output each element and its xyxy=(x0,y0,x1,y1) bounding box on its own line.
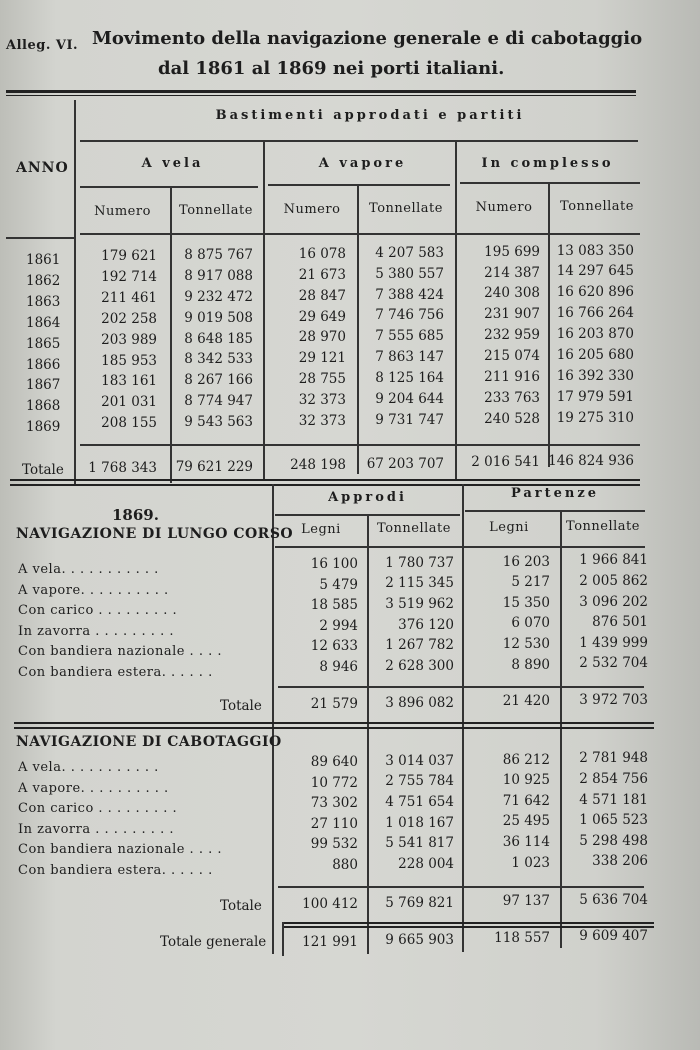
value-cell: 73 302 xyxy=(310,795,358,812)
value-cell: 232 959 xyxy=(484,327,540,344)
column-divider xyxy=(272,484,274,954)
column-header: Numero xyxy=(475,200,533,215)
approdi-header: Approdi xyxy=(328,490,407,505)
group-header-1: A vapore xyxy=(318,156,407,171)
value-cell: 28 970 xyxy=(298,329,346,346)
value-cell: 9 019 508 xyxy=(184,309,253,326)
value-cell: 208 155 xyxy=(101,415,157,432)
year-heading: 1869. xyxy=(112,506,159,524)
column-header: Numero xyxy=(283,202,341,217)
value-cell: 8 875 767 xyxy=(184,246,253,263)
section-title: NAVIGAZIONE DI CABOTAGGIO xyxy=(16,734,282,750)
value-cell: 12 633 xyxy=(310,638,358,655)
value-cell: 1 018 167 xyxy=(385,814,454,831)
rule xyxy=(80,233,640,235)
year-cell: 1867 xyxy=(26,377,61,394)
year-cell: 1865 xyxy=(26,335,61,352)
total-cell: 5 636 704 xyxy=(579,891,648,908)
value-cell: 9 731 747 xyxy=(375,411,444,428)
value-cell: 3 096 202 xyxy=(579,593,648,610)
row-label: A vapore. . . . . . . . . . xyxy=(18,582,169,598)
value-cell: 1 780 737 xyxy=(385,554,454,571)
anno-label: ANNO xyxy=(16,160,69,176)
value-cell: 32 373 xyxy=(298,392,346,409)
rule xyxy=(465,510,645,512)
total-label: Totale xyxy=(220,898,262,914)
value-cell: 202 258 xyxy=(101,310,157,327)
value-cell: 9 543 563 xyxy=(184,414,253,431)
rule xyxy=(278,886,644,888)
group-header-0: A vela xyxy=(141,156,204,171)
column-header: Numero xyxy=(94,204,151,219)
value-cell: 9 204 644 xyxy=(375,391,444,407)
value-cell: 5 380 557 xyxy=(375,265,444,282)
section-title: NAVIGAZIONE DI LUNGO CORSO xyxy=(16,526,294,542)
value-cell: 2 005 862 xyxy=(579,573,648,589)
column-header: Legni xyxy=(301,522,341,537)
value-cell: 201 031 xyxy=(101,394,157,411)
value-cell: 8 342 533 xyxy=(184,351,253,368)
value-cell: 8 774 947 xyxy=(184,393,253,410)
value-cell: 338 206 xyxy=(592,853,648,870)
rule xyxy=(275,546,645,548)
column-divider xyxy=(367,514,369,954)
value-cell: 21 673 xyxy=(298,266,346,283)
total-cell: 2 016 541 xyxy=(471,454,540,470)
total-cell: 21 420 xyxy=(502,693,550,709)
total-cell: 3 972 703 xyxy=(579,691,648,708)
value-cell: 36 114 xyxy=(502,834,550,850)
row-label: In zavorra . . . . . . . . . xyxy=(18,623,174,639)
value-cell: 240 528 xyxy=(484,410,540,427)
value-cell: 185 953 xyxy=(101,352,157,369)
year-cell: 1868 xyxy=(26,398,61,415)
value-cell: 15 350 xyxy=(502,594,550,611)
total-cell: 1 768 343 xyxy=(88,460,157,476)
column-header: Tonnellate xyxy=(377,521,451,536)
value-cell: 19 275 310 xyxy=(556,409,634,426)
value-cell: 8 917 088 xyxy=(184,267,253,284)
value-cell: 876 501 xyxy=(592,614,648,631)
value-cell: 1 267 782 xyxy=(385,637,454,654)
page-subtitle: dal 1861 al 1869 nei porti italiani. xyxy=(158,58,505,79)
value-cell: 16 205 680 xyxy=(556,347,634,363)
value-cell: 240 308 xyxy=(484,285,540,302)
total-label: Totale xyxy=(22,462,64,478)
value-cell: 6 070 xyxy=(511,615,550,632)
value-cell: 13 083 350 xyxy=(556,242,634,259)
grand-total-cell: 118 557 xyxy=(494,930,550,946)
value-cell: 4 207 583 xyxy=(375,244,444,261)
value-cell: 16 203 870 xyxy=(556,326,634,343)
row-label: Con carico . . . . . . . . . xyxy=(18,603,178,619)
row-label: A vapore. . . . . . . . . . xyxy=(18,780,169,796)
value-cell: 233 763 xyxy=(484,389,540,406)
total-cell: 21 579 xyxy=(310,696,358,712)
row-label: Con bandiera estera. . . . . . xyxy=(18,863,213,878)
total-cell: 3 896 082 xyxy=(385,694,454,711)
value-cell: 71 642 xyxy=(502,792,550,809)
value-cell: 86 212 xyxy=(502,751,550,768)
row-label: A vela. . . . . . . . . . . xyxy=(18,562,159,577)
partenze-header: Partenze xyxy=(510,486,600,501)
year-cell: 1862 xyxy=(26,272,61,289)
value-cell: 192 714 xyxy=(101,268,157,285)
value-cell: 8 267 166 xyxy=(184,372,253,389)
value-cell: 27 110 xyxy=(310,815,358,832)
value-cell: 16 766 264 xyxy=(556,305,634,322)
column-header: Tonnellate xyxy=(179,203,253,218)
value-cell: 2 854 756 xyxy=(579,771,648,787)
value-cell: 16 620 896 xyxy=(556,284,634,301)
year-cell: 1864 xyxy=(26,314,61,331)
value-cell: 195 699 xyxy=(484,243,540,260)
value-cell: 1 065 523 xyxy=(579,812,648,829)
value-cell: 7 555 685 xyxy=(375,328,444,345)
value-cell: 16 392 330 xyxy=(556,367,634,384)
value-cell: 9 232 472 xyxy=(184,288,253,305)
value-cell: 10 772 xyxy=(310,774,358,791)
value-cell: 5 541 817 xyxy=(385,835,454,852)
total-cell: 248 198 xyxy=(290,457,346,473)
value-cell: 215 074 xyxy=(484,348,540,365)
appendix-tag: Alleg. VI. xyxy=(6,38,79,53)
column-header: Tonnellate xyxy=(560,199,634,214)
value-cell: 1 439 999 xyxy=(579,634,648,651)
column-header: Legni xyxy=(489,520,529,535)
value-cell: 8 648 185 xyxy=(184,330,253,347)
rule xyxy=(10,479,640,481)
value-cell: 2 115 345 xyxy=(385,575,454,592)
value-cell: 880 xyxy=(332,857,358,873)
column-divider xyxy=(462,484,464,952)
value-cell: 29 649 xyxy=(298,308,346,325)
value-cell: 7 388 424 xyxy=(375,286,444,303)
value-cell: 1 023 xyxy=(511,854,550,871)
value-cell: 29 121 xyxy=(298,350,346,367)
value-cell: 7 746 756 xyxy=(375,307,444,324)
row-label: Con bandiera nazionale . . . . xyxy=(18,644,222,660)
value-cell: 203 989 xyxy=(101,331,157,348)
value-cell: 2 994 xyxy=(319,617,358,634)
column-divider xyxy=(282,922,284,956)
value-cell: 99 532 xyxy=(310,836,358,853)
value-cell: 231 907 xyxy=(484,306,540,323)
rule xyxy=(282,922,654,924)
column-header: Tonnellate xyxy=(566,519,640,534)
rule xyxy=(460,182,640,184)
top-rule-thin xyxy=(6,95,636,96)
rule xyxy=(80,140,638,142)
column-divider xyxy=(74,100,76,485)
group-header-2: In complesso xyxy=(481,156,614,171)
value-cell: 211 916 xyxy=(484,369,540,385)
value-cell: 8 125 164 xyxy=(375,370,444,387)
rule xyxy=(6,237,76,239)
grand-total-cell: 9 665 903 xyxy=(385,932,454,948)
year-cell: 1863 xyxy=(26,293,61,310)
total-cell: 146 824 936 xyxy=(548,452,634,469)
rule xyxy=(14,722,654,724)
value-cell: 4 751 654 xyxy=(385,794,454,810)
value-cell: 2 755 784 xyxy=(385,773,454,790)
grand-total-cell: 9 609 407 xyxy=(579,928,648,944)
value-cell: 18 585 xyxy=(310,597,358,614)
value-cell: 16 203 xyxy=(502,553,550,570)
value-cell: 2 781 948 xyxy=(579,750,648,767)
group-title: Bastimenti approdati e partiti xyxy=(215,108,525,123)
value-cell: 5 217 xyxy=(511,574,550,591)
value-cell: 376 120 xyxy=(398,616,454,633)
value-cell: 16 078 xyxy=(298,245,346,262)
value-cell: 183 161 xyxy=(101,373,157,390)
rule xyxy=(80,444,640,446)
value-cell: 89 640 xyxy=(310,754,358,770)
year-cell: 1866 xyxy=(26,356,61,373)
total-cell: 100 412 xyxy=(302,896,358,912)
row-label: A vela. . . . . . . . . . . xyxy=(18,760,159,775)
value-cell: 7 863 147 xyxy=(375,349,444,366)
value-cell: 25 495 xyxy=(502,813,550,830)
rule xyxy=(14,727,654,729)
value-cell: 28 847 xyxy=(298,287,346,304)
rule xyxy=(278,686,644,688)
total-cell: 5 769 821 xyxy=(385,894,454,911)
row-label: Con bandiera nazionale . . . . xyxy=(18,842,222,858)
grand-total-cell: 121 991 xyxy=(302,934,358,950)
row-label: In zavorra . . . . . . . . . xyxy=(18,821,174,837)
value-cell: 5 298 498 xyxy=(579,832,648,849)
value-cell: 2 628 300 xyxy=(385,657,454,674)
year-cell: 1869 xyxy=(26,419,61,436)
rule xyxy=(268,184,450,186)
value-cell: 179 621 xyxy=(101,248,157,264)
value-cell: 28 755 xyxy=(298,371,346,388)
value-cell: 4 571 181 xyxy=(579,791,648,808)
page-title: Movimento della navigazione generale e di cabotaggio xyxy=(92,28,643,49)
value-cell: 16 100 xyxy=(310,556,358,572)
value-cell: 12 530 xyxy=(502,636,550,652)
rule xyxy=(80,186,258,188)
value-cell: 228 004 xyxy=(398,855,454,872)
top-rule xyxy=(6,90,636,93)
value-cell: 2 532 704 xyxy=(579,655,648,672)
total-cell: 79 621 229 xyxy=(175,458,253,475)
grand-total-label: Totale generale xyxy=(160,934,267,950)
column-header: Tonnellate xyxy=(369,201,443,216)
value-cell: 14 297 645 xyxy=(556,263,634,280)
value-cell: 8 946 xyxy=(319,659,358,675)
value-cell: 214 387 xyxy=(484,264,540,281)
value-cell: 5 479 xyxy=(319,576,358,593)
value-cell: 8 890 xyxy=(511,656,550,673)
value-cell: 32 373 xyxy=(298,413,346,429)
value-cell: 3 519 962 xyxy=(385,596,454,612)
value-cell: 10 925 xyxy=(502,772,550,789)
value-cell: 3 014 037 xyxy=(385,752,454,769)
total-cell: 97 137 xyxy=(502,893,550,909)
row-label: Con bandiera estera. . . . . . xyxy=(18,665,213,680)
row-label: Con carico . . . . . . . . . xyxy=(18,801,178,817)
value-cell: 1 966 841 xyxy=(579,552,648,569)
value-cell: 211 461 xyxy=(101,289,157,306)
total-label: Totale xyxy=(220,698,262,714)
value-cell: 17 979 591 xyxy=(556,388,634,405)
total-cell: 67 203 707 xyxy=(366,455,444,472)
year-cell: 1861 xyxy=(26,252,61,268)
